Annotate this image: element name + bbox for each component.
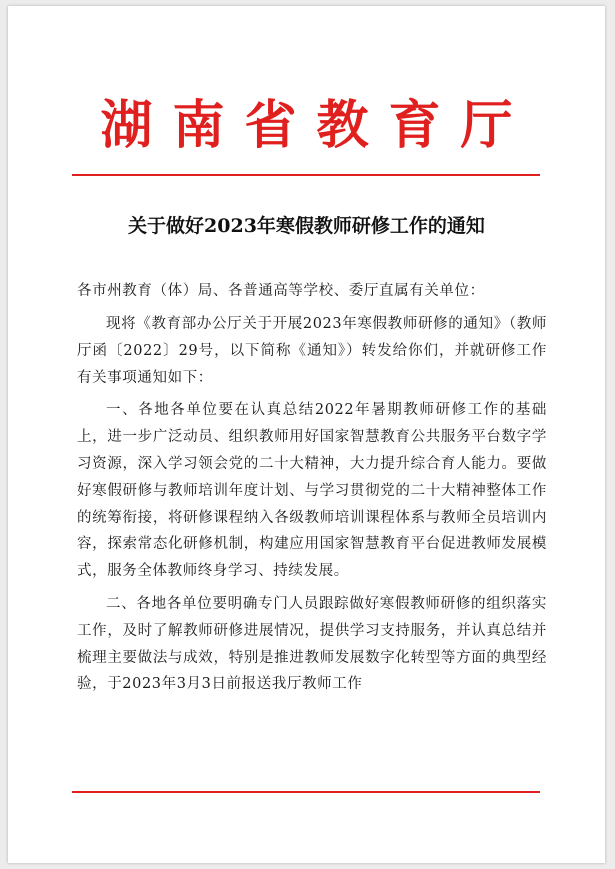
document-page <box>8 6 605 863</box>
document-body <box>77 311 547 698</box>
body-paragraph: 二、各地各单位要明确专门人员跟踪做好寒假教师研修的组织落实工作，及时了解教师研修进展情况，提供学习支持服务，并认真总结并梳理主要做法与成效，特别是推进教师发展数字化转型等方面的典型经验，于2023年3月3日前报送我厅教师工作 <box>77 595 547 693</box>
red-footer-line <box>72 791 540 793</box>
body-paragraph: 一、各地各单位要在认真总结2022年暑期教师研修工作的基础上，进一步广泛动员、组织教师用好国家智慧教育公共服务平台数字学习资源，深入学习领会党的二十大精神，大力提升综合育人能力。要做好寒假研修与教师培训年度计划、与学习贯彻党的二十大精神整体工作的统筹衔接，将研修课程纳入各级教师培训课程体系与教师全员培训内容，探索常态化研修机制，构建应用国家智慧教育平台促进教师发展模式，服务全体教师终身学习、持续发展。 <box>77 402 547 580</box>
issuing-authority-header: 湖南省教育厅 <box>100 95 533 156</box>
body-paragraph: 现将《教育部办公厅关于开展2023年寒假教师研修的通知》（教师厅函〔2022〕29号，以下简称《通知》）转发给你们，并就研修工作有关事项通知如下： <box>77 316 547 386</box>
addressee-line: 各市州教育（体）局、各普通高等学校、委厅直属有关单位： <box>77 283 485 299</box>
document-title: 关于做好2023年寒假教师研修工作的通知 <box>128 215 485 237</box>
red-separator-line <box>72 174 540 176</box>
